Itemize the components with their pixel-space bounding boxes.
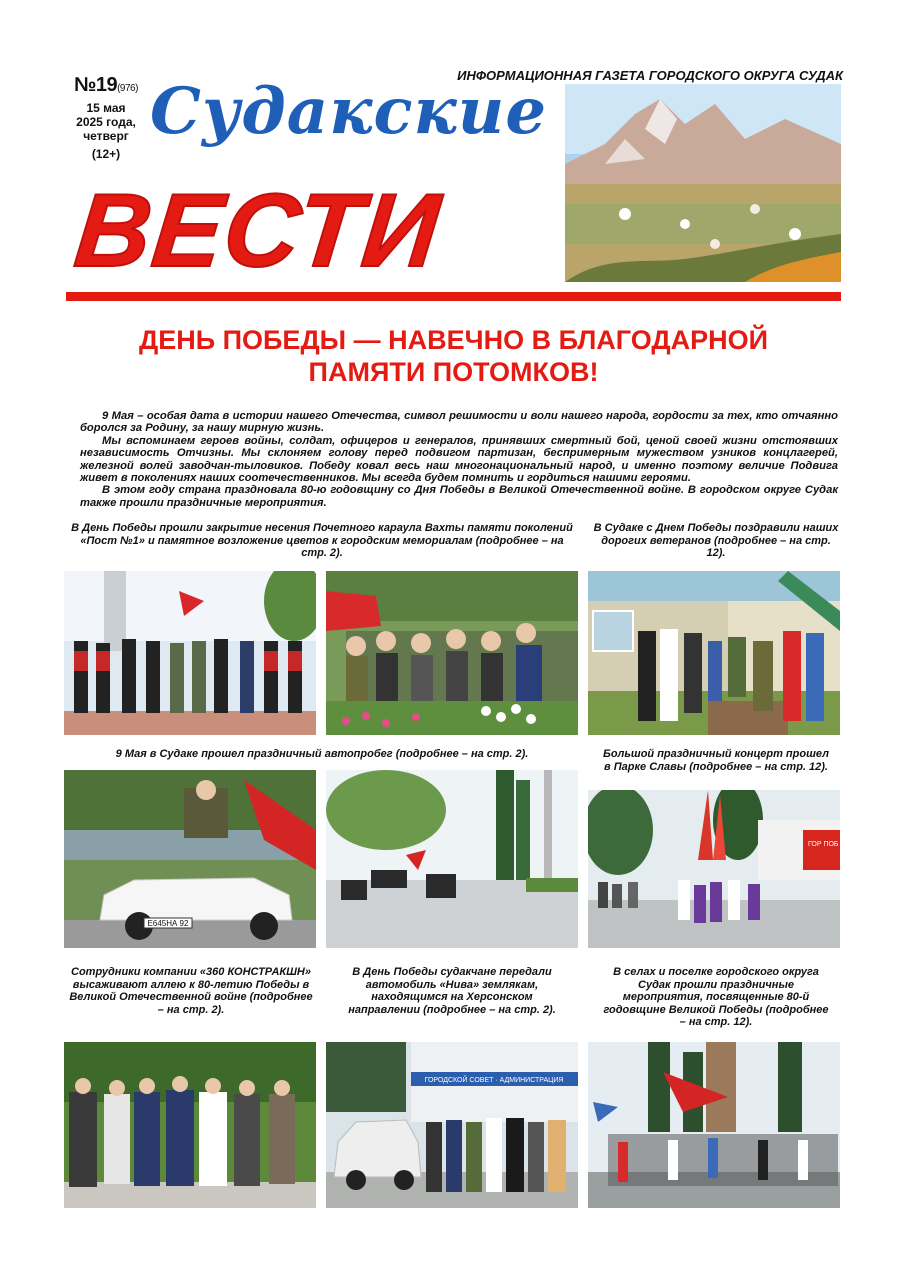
photo-car-parade <box>64 770 316 948</box>
photo-village-celebration <box>588 1042 840 1208</box>
photo-motorcade-road <box>326 770 578 948</box>
caption-veterans: В Судаке с Днем Победы поздравили наших дорогих ветеранов (подробнее – на стр. 12). <box>593 522 839 559</box>
issue-info <box>66 74 146 161</box>
photo-honor-guard <box>64 571 316 735</box>
photo-flower-laying <box>326 571 578 735</box>
issue-date: 15 мая 2025 года, четверг <box>76 101 136 143</box>
lead-paragraph: 9 Мая – особая дата в истории нашего Отечества, символ решимости и воли нашего народа, гордости за тех, кто отчаянно боролся за Родину, за нашу мирную жизнь. <box>80 410 838 435</box>
lead-paragraph: Мы вспоминаем героев войны, солдат, офицеров и генералов, принявших смертный бой, ценой своей жизни отстоявших независимость Отчизны. Мы склоняем голову перед подвигом партизан, беспримерным мужеством узников концлагерей, железной волей заводчан-тыловиков. Победу ковал весь наш многонациональный народ, и именно поэтому величие Подвига живет в поколениях наших соотечественников. Мы всегда будем помнить и гордиться нашими героями. <box>80 434 838 485</box>
lead-paragraph: В этом году страна праздновала 80-ю годовщину со Дня Победы в Великой Отечественной войне. В городском округе Судак также прошли праздничные мероприятия. <box>80 484 838 509</box>
photo-niva-handover <box>326 1042 578 1208</box>
title-script: Судакские <box>150 74 548 149</box>
concert-sign: ГОР ПОБ <box>808 841 839 848</box>
photo-concert <box>588 790 840 948</box>
caption-niva: В День Победы судакчане передали автомобиль «Нива» землякам, находящимся на Херсонском направлении (подробнее – на стр. 2). <box>348 966 556 1016</box>
masthead-landscape-image <box>565 84 841 282</box>
issue-total: (976) <box>117 83 138 94</box>
photo-alley-planting <box>64 1042 316 1208</box>
age-rating: (12+) <box>91 147 121 161</box>
lead-article <box>80 410 838 509</box>
caption-motorcade: 9 Мая в Судаке прошел праздничный автопробег (подробнее – на стр. 2). <box>115 748 529 760</box>
photo-veterans <box>588 571 840 735</box>
building-sign: ГОРОДСКОЙ СОВЕТ · АДМИНИСТРАЦИЯ <box>424 1077 564 1084</box>
red-divider <box>66 292 841 301</box>
caption-alley: Сотрудники компании «360 КОНСТРАКШН» высаживают аллею к 80-летию Победы в Великой Отечественной войне (подробнее – на стр. 2). <box>69 966 313 1016</box>
title-main: ВЕСТИ <box>69 173 447 289</box>
main-headline: ДЕНЬ ПОБЕДЫ — НАВЕЧНО В БЛАГОДАРНОЙ ПАМЯТИ ПОТОМКОВ! <box>138 325 769 387</box>
caption-memorial: В День Победы прошли закрытие несения Почетного караула Вахты памяти поколений «Пост №1» и памятное возложение цветов к городским мемориалам (подробнее – на стр. 2). <box>71 522 573 559</box>
license-plate: Е645НА 92 <box>147 919 189 928</box>
tagline: ИНФОРМАЦИОННАЯ ГАЗЕТА ГОРОДСКОГО ОКРУГА СУДАК <box>457 68 843 83</box>
caption-villages: В селах и поселке городского округа Судак прошли праздничные мероприятия, посвященные 80-й годовщине Великой Победы (подробнее – на стр. 12). <box>603 966 829 1028</box>
caption-concert: Большой праздничный концерт прошел в Парке Славы (подробнее – на стр. 12). <box>603 748 829 773</box>
title-block <box>69 173 498 289</box>
issue-number: №19(976) <box>74 74 138 96</box>
